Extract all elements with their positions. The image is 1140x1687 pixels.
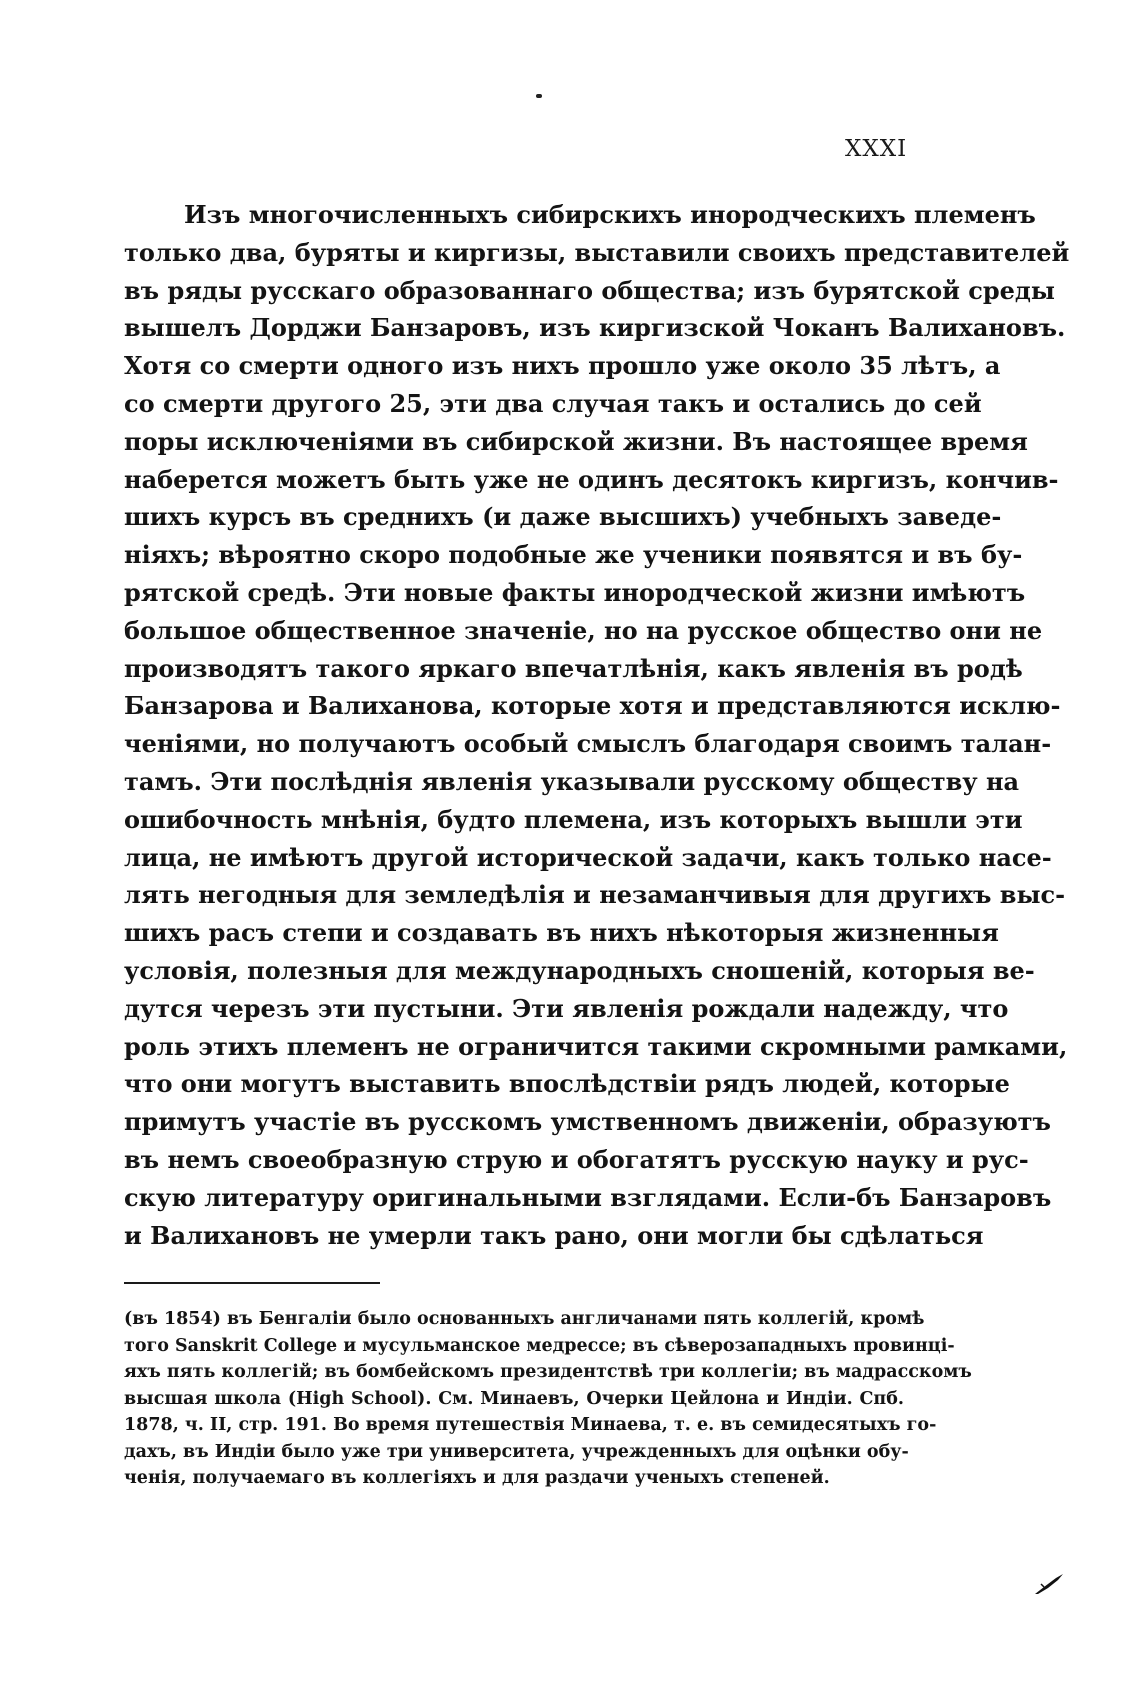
text-line: ніяхъ; вѣроятно скоро подобные же ученики появятся и въ бу- <box>124 540 1023 570</box>
text-line: въ немъ своеобразную струю и обогатятъ русскую науку и рус- <box>124 1144 1029 1174</box>
text-line: наберется можетъ быть уже не одинъ десятокъ киргизъ, кончив- <box>124 464 1059 494</box>
text-line: и Валихановъ не умерли такъ рано, они могли бы сдѣлаться <box>124 1220 984 1250</box>
text-line: Банзарова и Валиханова, которые хотя и представляются исклю- <box>124 691 1061 721</box>
footnote <box>124 1306 972 1492</box>
text-line: скую литературу оригинальными взглядами. Если-бъ Банзаровъ <box>124 1182 1052 1212</box>
text-line: поры исключеніями въ сибирской жизни. Въ настоящее время <box>124 426 1028 456</box>
text-line: рятской средѣ. Эти новые факты инородческой жизни имѣютъ <box>124 577 1026 607</box>
text-line: тамъ. Эти послѣднія явленія указывали русскому обществу на <box>124 766 1020 796</box>
footnote-line: 1878, ч. II, стр. 191. Во время путешествія Минаева, т. е. въ семидесятыхъ го- <box>124 1415 937 1435</box>
main-text <box>124 196 1070 1254</box>
text-line: лять негодныя для земледѣлія и незаманчивыя для другихъ выс- <box>124 880 1066 910</box>
footnote-line: дахъ, въ Индіи было уже три университета, учрежденныхъ для оцѣнки обу- <box>124 1441 909 1462</box>
text-line: условія, полезныя для международныхъ сношеній, которыя ве- <box>124 955 1035 985</box>
ink-speck <box>536 94 542 98</box>
text-line: Хотя со смерти одного изъ нихъ прошло уже около 35 лѣтъ, а <box>124 351 1001 381</box>
text-line: только два, буряты и киргизы, выставили своихъ представителей <box>124 237 1070 267</box>
text-line: со смерти другого 25, эти два случая такъ и остались до сей <box>124 388 982 418</box>
text-line: что они могутъ выставить впослѣдствіи рядъ людей, которые <box>124 1069 1010 1099</box>
text-line: ошибочность мнѣнія, будто племена, изъ которыхъ вышли эти <box>124 804 1023 834</box>
footnote-line: ченія, получаемаго въ коллегіяхъ и для раздачи ученыхъ степеней. <box>124 1468 830 1488</box>
footnote-divider <box>124 1282 380 1284</box>
text-line: вышелъ Дорджи Банзаровъ, изъ киргизской Чоканъ Валихановъ. <box>124 313 1066 343</box>
text-line: въ ряды русскаго образованнаго общества; изъ бурятской среды <box>124 275 1055 305</box>
text-line: шихъ расъ степи и создавать въ нихъ нѣкоторыя жизненныя <box>124 918 999 948</box>
page-number: XXXI <box>845 136 908 162</box>
footnote-line: яхъ пять коллегій; въ бомбейскомъ президентствѣ три коллегіи; въ мадрасскомъ <box>124 1362 972 1382</box>
text-line: большое общественное значеніе, но на русское общество они не <box>124 615 1043 645</box>
footnote-line: высшая школа (High School). См. Минаевъ, Очерки Цейлона и Индіи. Спб. <box>124 1388 904 1409</box>
text-line: примутъ участіе въ русскомъ умственномъ движеніи, образуютъ <box>124 1107 1051 1137</box>
footnote-line: того Sanskrit College и мусульманское медрессе; въ сѣверозападныхъ провинці- <box>124 1335 955 1356</box>
footnote-line: (въ 1854) въ Бенгаліи было основанныхъ англичанами пять коллегій, кромѣ <box>124 1309 925 1329</box>
text-line: лица, не имѣютъ другой исторической задачи, какъ только насе- <box>124 842 1052 872</box>
text-line: Изъ многочисленныхъ сибирскихъ инородческихъ племенъ <box>184 200 1036 229</box>
text-line: шихъ курсъ въ среднихъ (и даже высшихъ) учебныхъ заведе- <box>124 502 1002 532</box>
quill-mark-icon <box>1034 1572 1064 1596</box>
text-line: роль этихъ племенъ не ограничится такими скромными рамками, <box>124 1031 1068 1061</box>
text-line: производятъ такого яркаго впечатлѣнія, какъ явленія въ родѣ <box>124 653 1023 683</box>
text-line: ченіями, но получаютъ особый смыслъ благодаря своимъ талан- <box>124 729 1052 759</box>
text-line: дутся черезъ эти пустыни. Эти явленія рождали надежду, что <box>124 993 1009 1023</box>
